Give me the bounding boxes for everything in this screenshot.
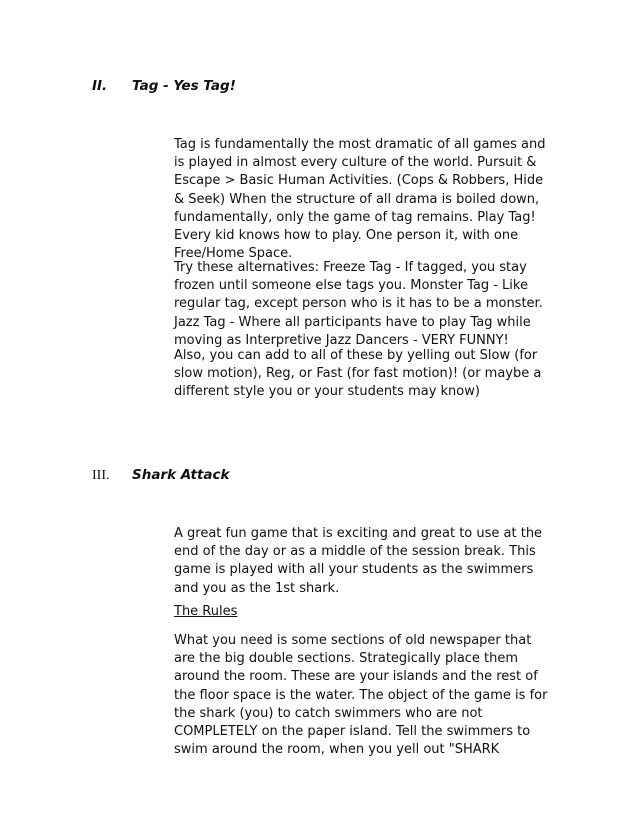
text-line: Also, you can add to all of these by yelling out Slow (for xyxy=(174,348,538,363)
text-line: Free/Home Space. xyxy=(174,246,293,262)
text-line: What you need is some sections of old newspaper that xyxy=(174,633,532,648)
text-line: slow motion), Reg, or Fast (for fast motion)! (or maybe a xyxy=(174,366,542,382)
tag-intro-paragraph xyxy=(174,136,544,263)
text-line: moving as Interpretive Jazz Dancers - VERY FUNNY! xyxy=(174,332,509,348)
text-line: different style you or your students may know) xyxy=(174,384,480,400)
section-title: Tag - Yes Tag! xyxy=(132,78,236,94)
text-line: is played in almost every culture of the world. Pursuit & xyxy=(174,155,537,171)
text-line: Tag is fundamentally the most dramatic of all games and xyxy=(174,137,546,152)
text-line: around the room. These are your islands and the rest of xyxy=(174,669,538,685)
text-line: the floor space is the water. The object of the game is for xyxy=(174,687,548,703)
text-line: Every kid knows how to play. One person it, with one xyxy=(174,228,519,244)
section-heading-tag xyxy=(92,78,236,94)
text-line: game is played with all your students as the swimmers xyxy=(174,562,534,578)
text-line: Try these alternatives: Freeze Tag - If tagged, you stay xyxy=(174,260,527,275)
rules-heading: The Rules xyxy=(174,604,238,619)
tag-alternatives-paragraph xyxy=(174,259,544,350)
text-line: Escape > Basic Human Activities. (Cops & Robbers, Hide xyxy=(174,173,544,189)
section-heading-shark-attack xyxy=(92,467,230,484)
text-line: fundamentally, only the game of tag remains. Play Tag! xyxy=(174,209,536,225)
section-title: Shark Attack xyxy=(132,467,230,483)
text-line: are the big double sections. Strategically place them xyxy=(174,651,519,667)
text-line: regular tag, except person who is it has to be a monster. xyxy=(174,296,543,312)
section-number: II. xyxy=(92,78,108,94)
text-line: the shark (you) to catch swimmers who are not xyxy=(174,705,483,721)
text-line: & Seek) When the structure of all drama is boiled down, xyxy=(174,191,540,207)
text-line: frozen until someone else tags you. Monster Tag - Like xyxy=(174,278,528,294)
section-number: III. xyxy=(92,468,110,483)
text-line: COMPLETELY on the paper island. Tell the swimmers to xyxy=(174,724,531,740)
text-line: swim around the room, when you yell out "SHARK xyxy=(174,742,500,758)
shark-rules-paragraph xyxy=(174,632,548,759)
shark-intro-paragraph xyxy=(174,525,544,598)
text-line: and you as the 1st shark. xyxy=(174,580,340,596)
text-line: Jazz Tag - Where all participants have to play Tag while xyxy=(174,314,531,330)
text-line: end of the day or as a middle of the session break. This xyxy=(174,544,536,560)
tag-speed-paragraph xyxy=(174,347,544,402)
text-line: A great fun game that is exciting and great to use at the xyxy=(174,526,543,541)
